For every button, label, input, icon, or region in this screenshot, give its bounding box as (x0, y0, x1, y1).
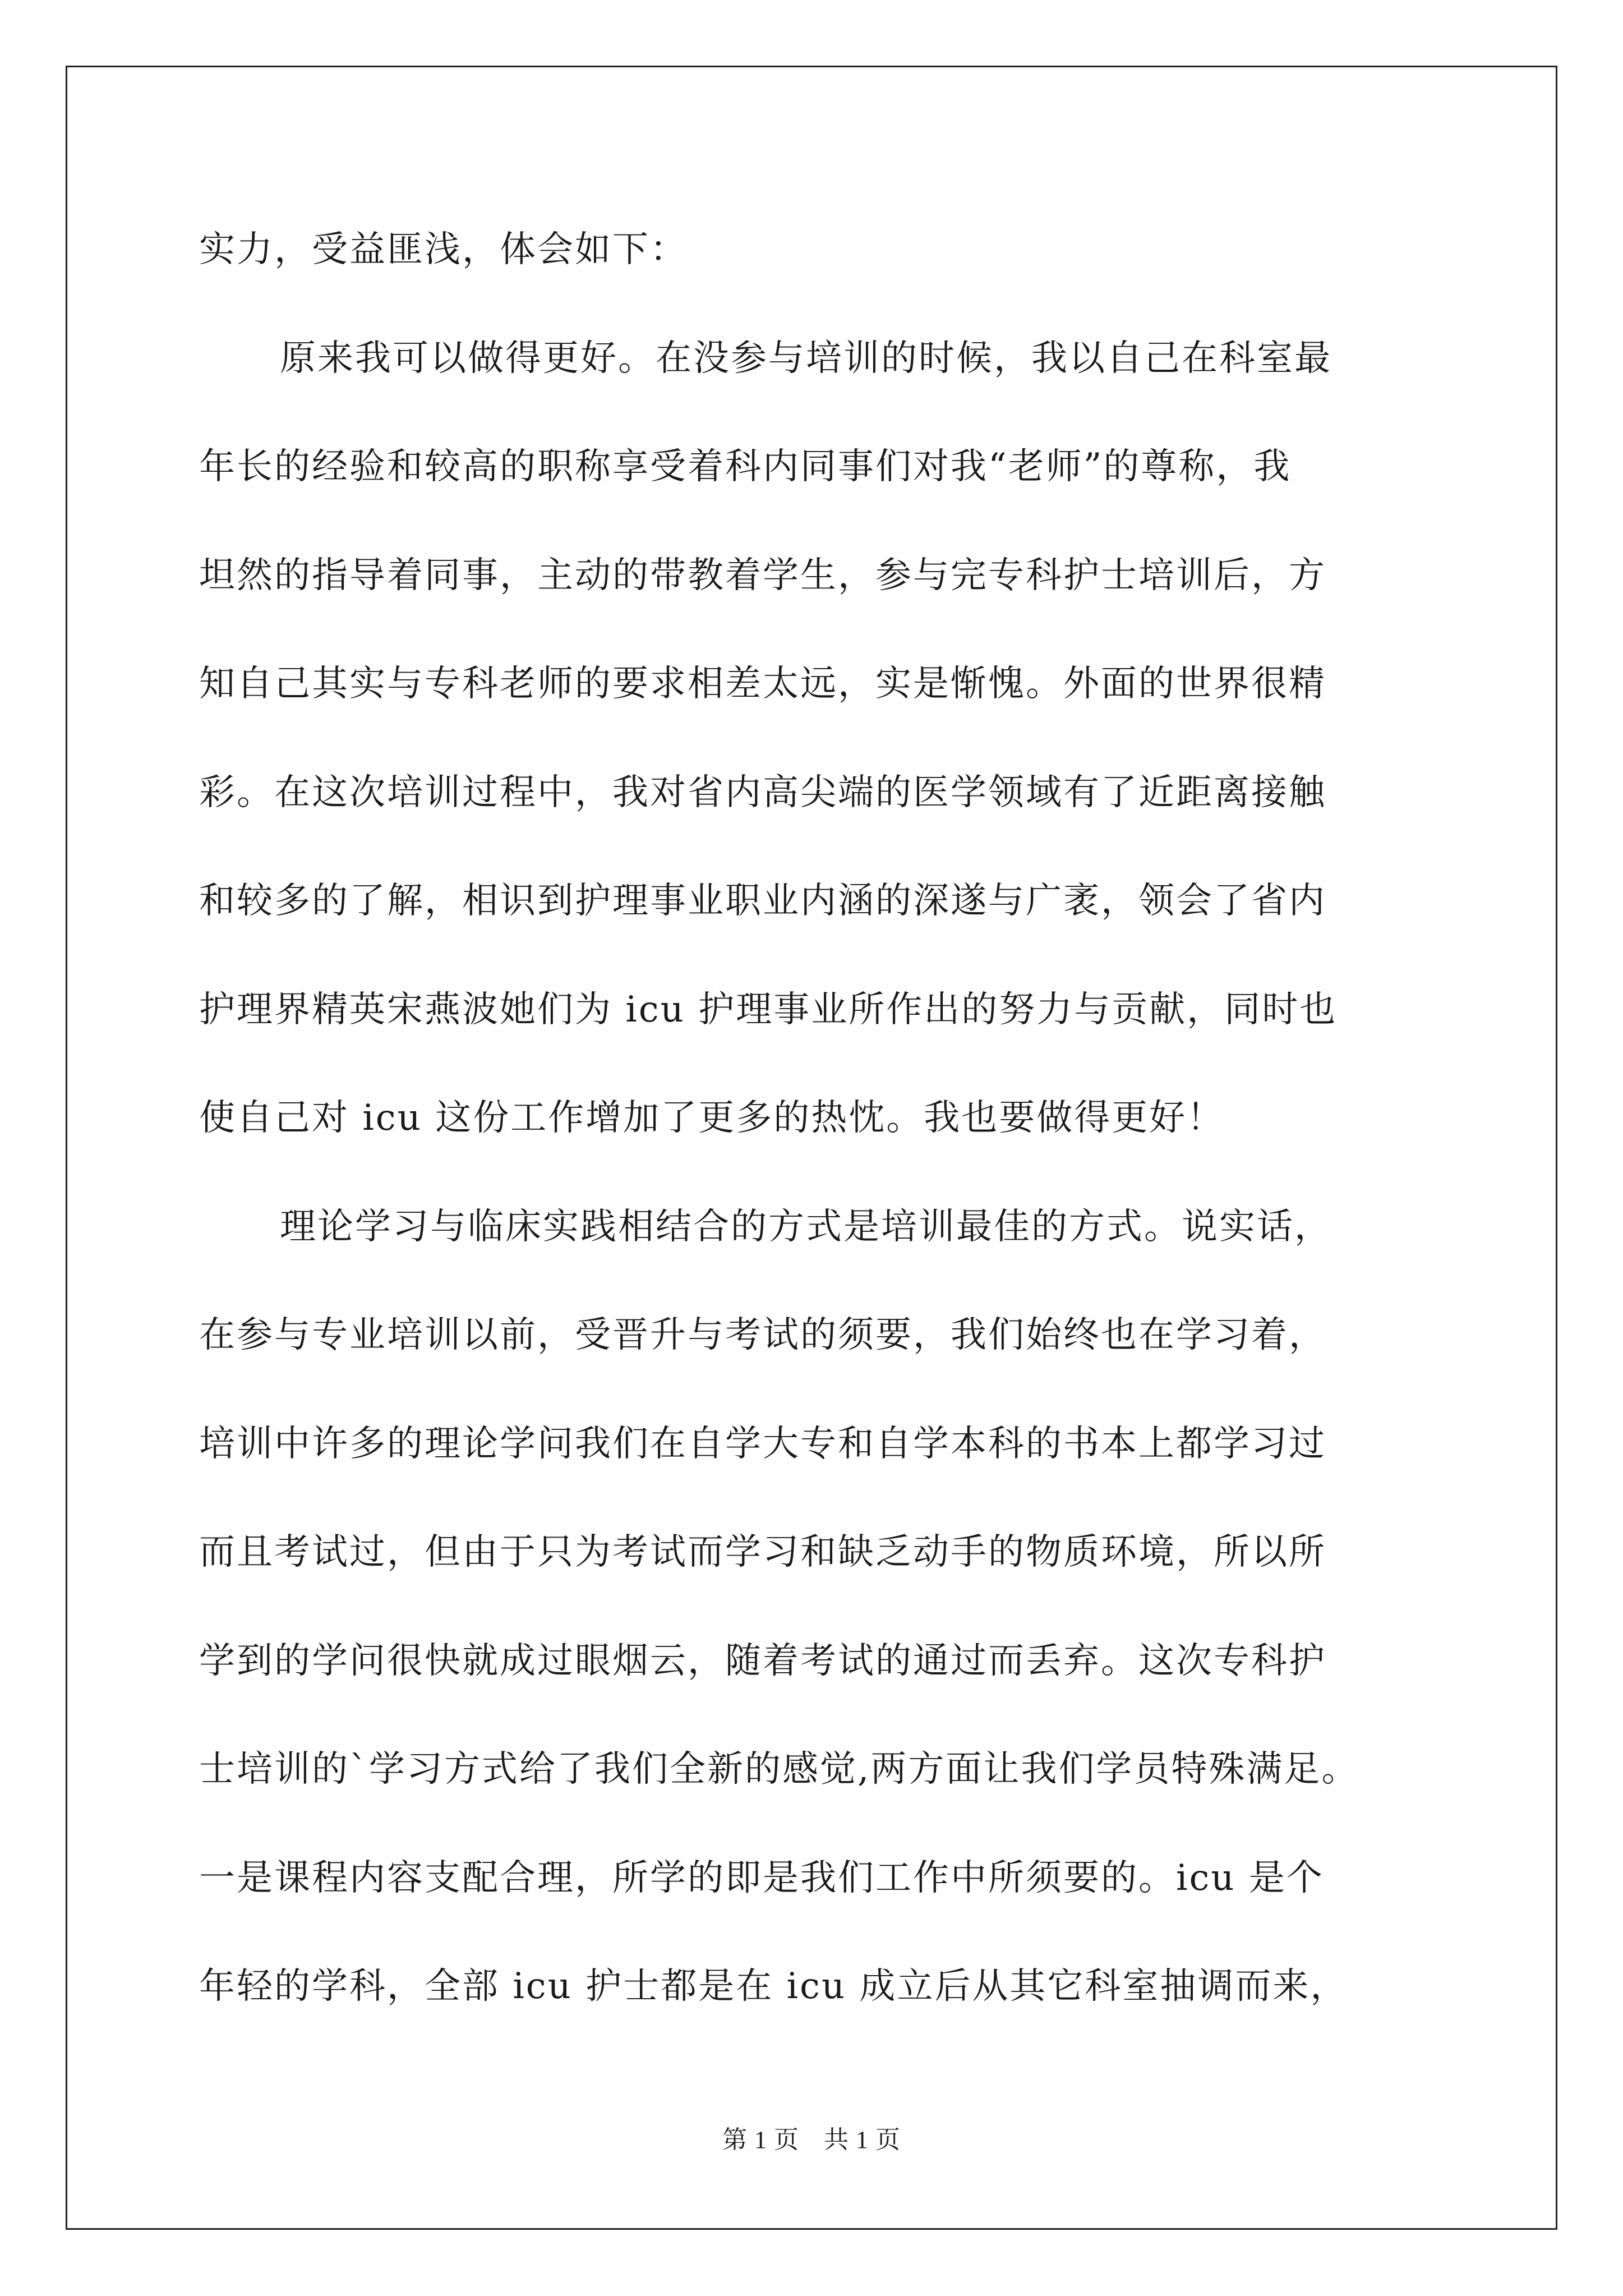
text-line: 年长的经验和较高的职称享受着科内同事们对我“老师”的尊称，我 (199, 446, 1292, 487)
text-line: 学到的学问很快就成过眼烟云，随着考试的通过而丢弃。这次专科护 (199, 1640, 1326, 1682)
text-line: 使自己对 icu 这份工作增加了更多的热忱。我也要做得更好！ (199, 1097, 1225, 1139)
text-line: 实力，受益匪浅，体会如下： (199, 229, 688, 270)
page-number-current: 第 1 页 (722, 2126, 799, 2154)
document-body (199, 222, 1450, 2067)
page-number-total: 共 1 页 (824, 2126, 901, 2154)
text-line: 理论学习与临床实践相结合的方式是培训最佳的方式。说实话， (280, 1205, 1332, 1248)
text-line: 年轻的学科，全部 icu 护士都是在 icu 成立后从其它科室抽调而来， (199, 1966, 1348, 2007)
text-line: 护理界精英宋燕波她们为 icu 护理事业所作出的努力与贡献，同时也 (199, 988, 1338, 1030)
text-line: 在参与专业培训以前，受晋升与考试的须要，我们始终也在学习着， (199, 1314, 1326, 1356)
text-line: 一是课程内容支配合理，所学的即是我们工作中所须要的。icu 是个 (199, 1857, 1324, 1899)
text-line: 彩。在这次培训过程中，我对省内高尖端的医学领域有了近距离接触 (199, 771, 1326, 813)
text-line: 培训中许多的理论学问我们在自学大专和自学本科的书本上都学习过 (199, 1423, 1326, 1465)
text-line: 坦然的指导着同事，主动的带教着学生，参与完专科护士培训后，方 (199, 554, 1326, 596)
page-footer (0, 2123, 1623, 2157)
text-line: 士培训的`学习方式给了我们全新的感觉,两方面让我们学员特殊满足。 (199, 1749, 1359, 1790)
text-line: 原来我可以做得更好。在没参与培训的时候，我以自己在科室最 (280, 337, 1332, 379)
text-line: 而且考试过，但由于只为考试而学习和缺乏动手的物质环境，所以所 (199, 1531, 1326, 1573)
text-line: 和较多的了解，相识到护理事业职业内涵的深遂与广袤，领会了省内 (199, 880, 1326, 922)
text-line: 知自己其实与专科老师的要求相差太远，实是惭愧。外面的世界很精 (199, 663, 1326, 705)
